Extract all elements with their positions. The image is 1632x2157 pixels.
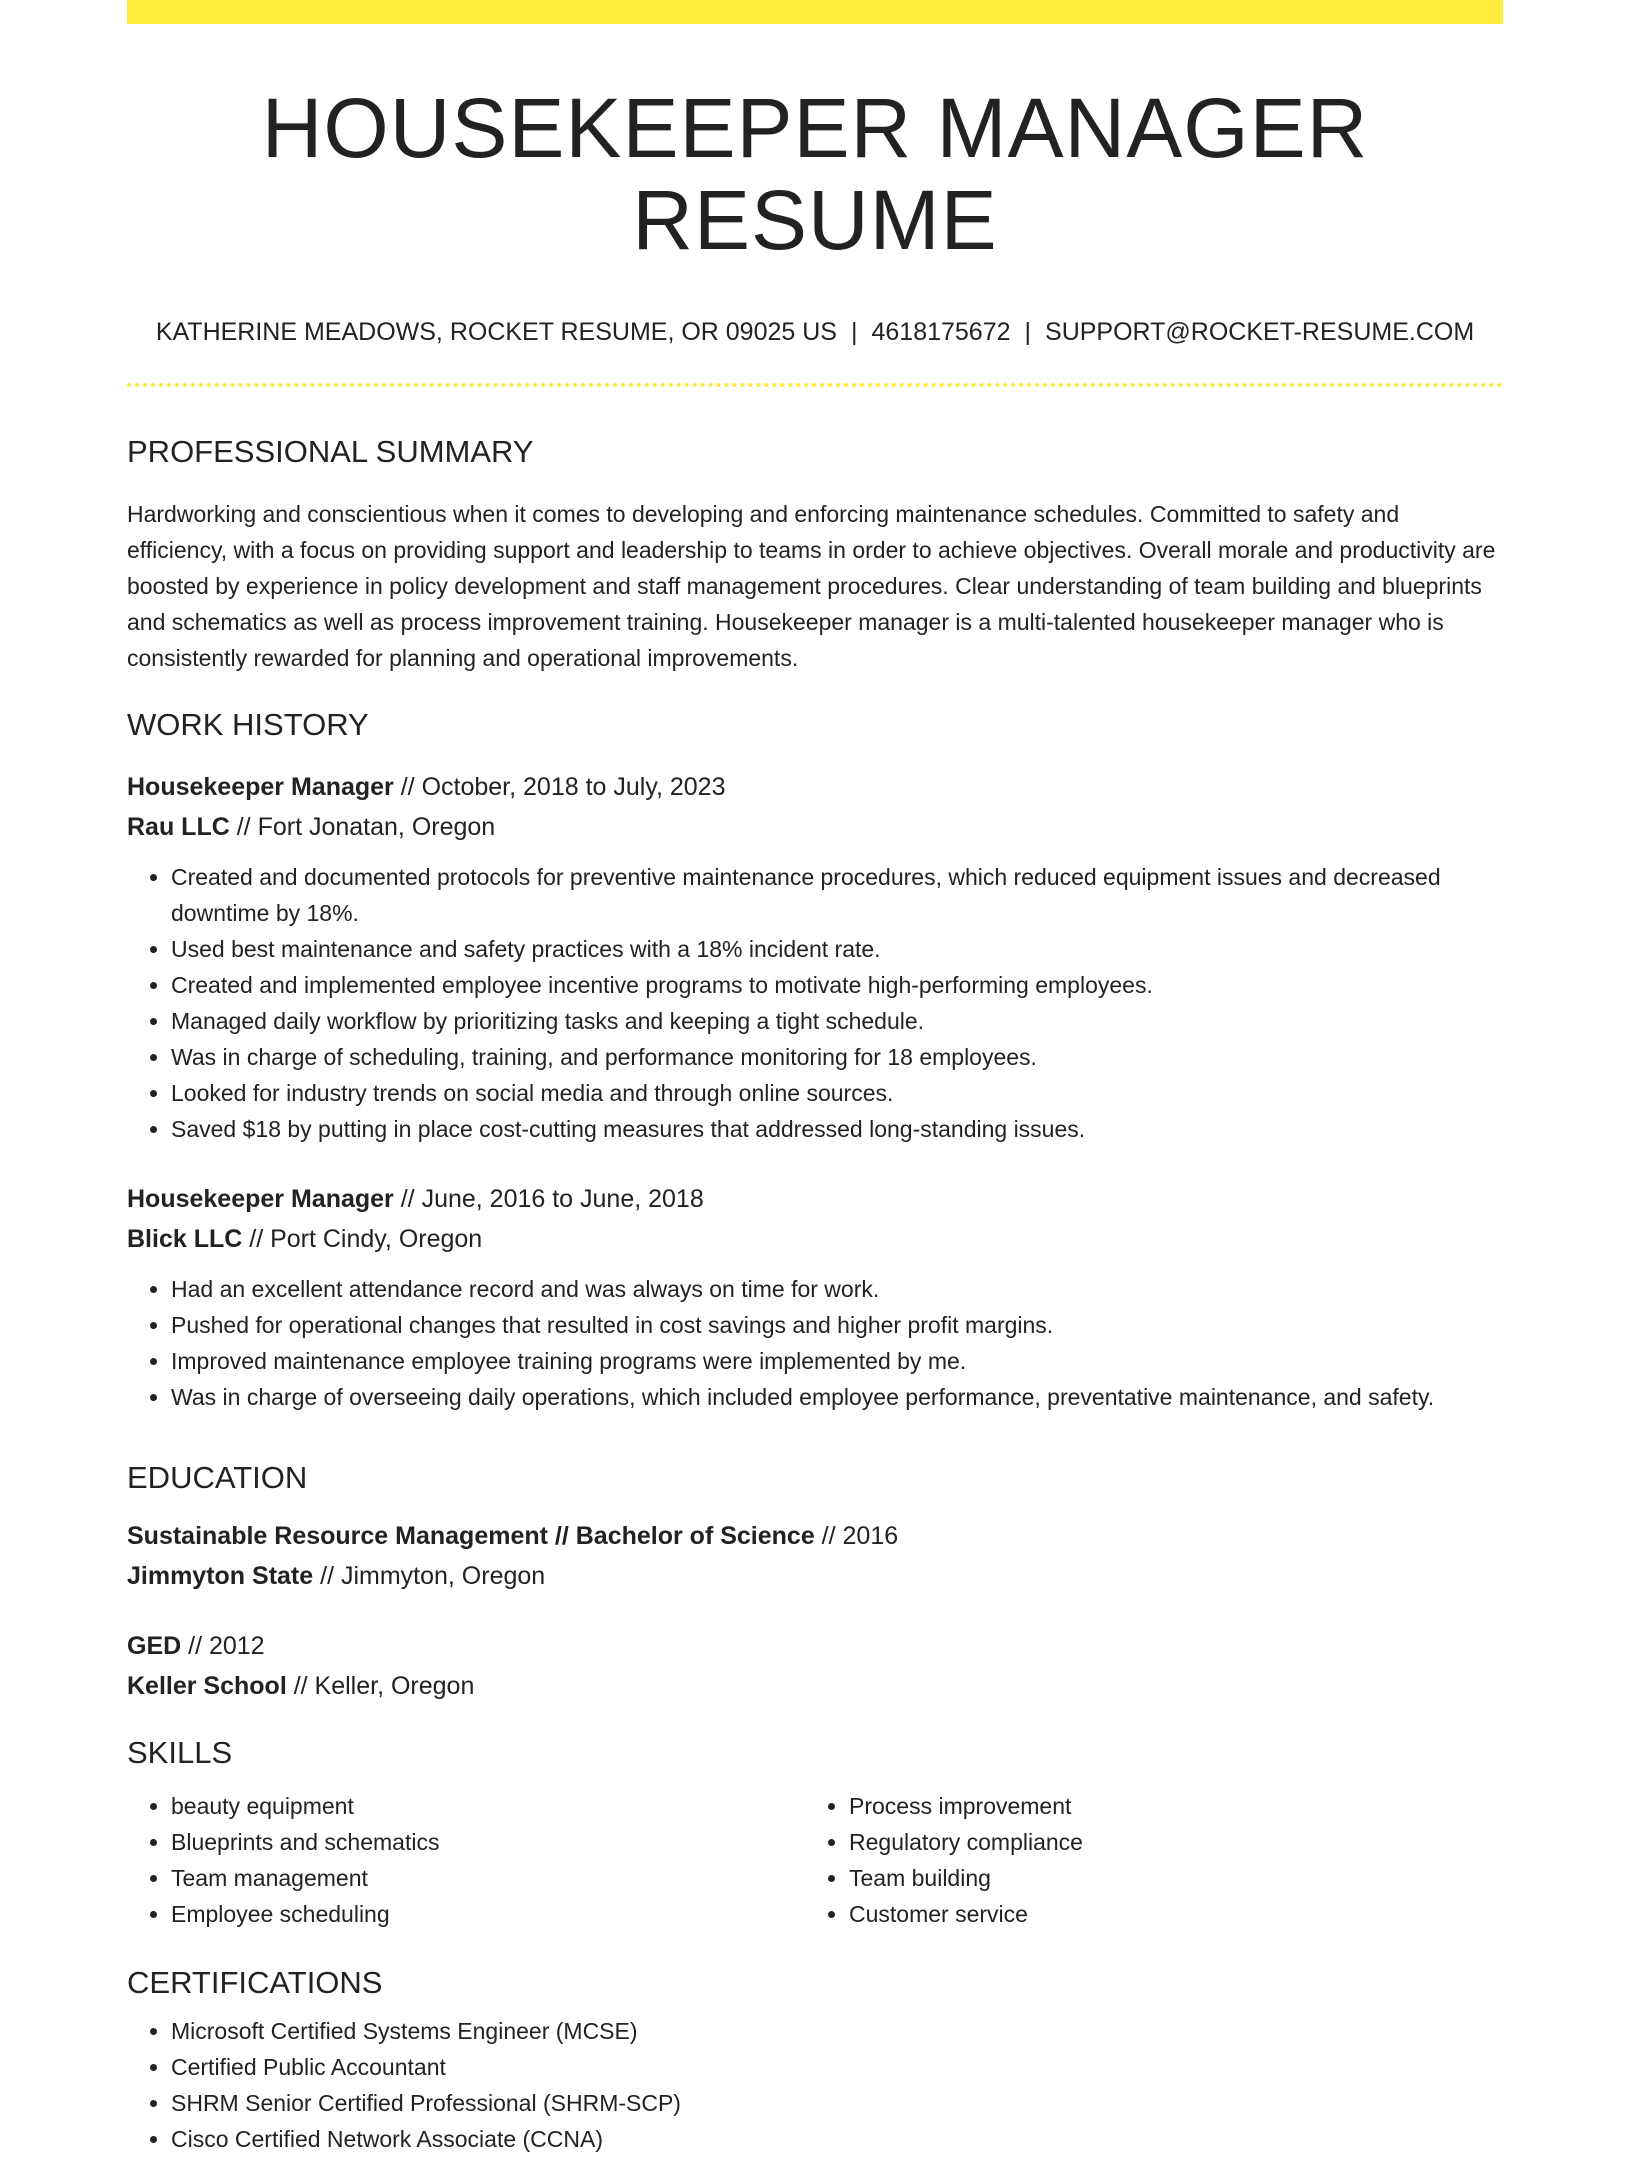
skills-columns [127, 1788, 1503, 1932]
resume-title: HOUSEKEEPER MANAGER RESUME [261, 81, 1369, 268]
contact-email: SUPPORT@ROCKET-RESUME.COM [1045, 317, 1475, 346]
list-item: • Improved maintenance employee training programs were implemented by me. [171, 1343, 1503, 1379]
company-name: Blick LLC [127, 1225, 243, 1254]
job-bullets [127, 1271, 1503, 1415]
list-item: • beauty equipment [171, 1788, 805, 1824]
list-item: • Used best maintenance and safety practices with a 18% incident rate. [171, 931, 1503, 967]
job-title: Housekeeper Manager [127, 1185, 394, 1214]
section-heading-summary: PROFESSIONAL SUMMARY [127, 433, 534, 469]
list-item: • Team building [849, 1860, 1483, 1896]
summary-text: Hardworking and conscientious when it comes to developing and enforcing maintenance schedules. Committed to safety and efficiency, with a focus on providing support and leadership to teams in order to achieve objectives. Overall morale and productivity are boosted by experience in policy development and staff management procedures. Clear understanding of team building and blueprints and schematics as well as process improvement training. Housekeeper manager is a multi-talented housekeeper manager who is consistently rewarded for planning and operational improvements. [127, 500, 1496, 671]
list-item: • Microsoft Certified Systems Engineer (MCSE) [171, 2013, 1503, 2049]
contact-line [127, 317, 1503, 347]
company-location: // Fort Jonatan, Oregon [229, 813, 496, 842]
professional-summary-section [127, 433, 1503, 676]
section-heading-education: EDUCATION [127, 1460, 308, 1496]
list-item: • Created and documented protocols for preventive maintenance procedures, which reduced equipment issues and decreased downtime by 18%. [171, 859, 1503, 931]
list-item: • Managed daily workflow by prioritizing tasks and keeping a tight schedule. [171, 1003, 1503, 1039]
school-line [127, 1556, 1503, 1596]
list-item: • Cisco Certified Network Associate (CCNA) [171, 2121, 1503, 2157]
job-title-line [127, 1179, 1503, 1219]
education-entry [127, 1626, 1503, 1706]
list-item: • Had an excellent attendance record and was always on time for work. [171, 1271, 1503, 1307]
school-name: Keller School [127, 1672, 287, 1701]
resume-page [127, 0, 1503, 2157]
list-item: • Looked for industry trends on social media and through online sources. [171, 1075, 1503, 1111]
list-item: • Regulatory compliance [849, 1824, 1483, 1860]
job-bullets [127, 859, 1503, 1147]
degree-year: // 2016 [814, 1522, 899, 1551]
list-item: • Blueprints and schematics [171, 1824, 805, 1860]
section-heading-work: WORK HISTORY [127, 706, 369, 742]
list-item: • Process improvement [849, 1788, 1483, 1824]
list-item: • Saved $18 by putting in place cost-cutting measures that addressed long-standing issues. [171, 1111, 1503, 1147]
list-item: • Customer service [849, 1896, 1483, 1932]
school-location: // Jimmyton, Oregon [313, 1562, 546, 1591]
list-item: • Created and implemented employee incentive programs to motivate high-performing employees. [171, 967, 1503, 1003]
accent-top-bar [127, 0, 1503, 24]
degree-name: GED [127, 1632, 182, 1661]
job-dates: // June, 2016 to June, 2018 [393, 1185, 704, 1214]
contact-separator: | [850, 317, 858, 346]
company-name: Rau LLC [127, 813, 230, 842]
list-item: • Pushed for operational changes that resulted in cost savings and higher profit margins. [171, 1307, 1503, 1343]
company-line [127, 807, 1503, 847]
list-item: • Was in charge of overseeing daily operations, which included employee performance, preventative maintenance, and safety. [171, 1379, 1503, 1415]
education-section [127, 1459, 1503, 1706]
list-item: • SHRM Senior Certified Professional (SHRM-SCP) [171, 2085, 1503, 2121]
section-heading-certifications: CERTIFICATIONS [127, 1964, 383, 2000]
skills-section [127, 1734, 1503, 1931]
company-location: // Port Cindy, Oregon [242, 1225, 483, 1254]
job-dates: // October, 2018 to July, 2023 [393, 773, 726, 802]
certifications-section [127, 1964, 1503, 2157]
certifications-list [127, 2013, 1503, 2157]
degree-name: Sustainable Resource Management // Bachelor of Science [127, 1522, 815, 1551]
job-entry [127, 1179, 1503, 1415]
degree-year: // 2012 [181, 1632, 265, 1661]
contact-address: KATHERINE MEADOWS, ROCKET RESUME, OR 09025 US [155, 317, 837, 346]
degree-line [127, 1626, 1503, 1666]
work-history-section [127, 706, 1503, 1415]
school-location: // Keller, Oregon [286, 1672, 475, 1701]
dotted-divider [127, 383, 1503, 387]
list-item: • Was in charge of scheduling, training, and performance monitoring for 18 employees. [171, 1039, 1503, 1075]
list-item: • Employee scheduling [171, 1896, 805, 1932]
job-entry [127, 767, 1503, 1147]
company-line [127, 1219, 1503, 1259]
job-title-line [127, 767, 1503, 807]
skills-list-right [805, 1788, 1483, 1932]
school-line [127, 1666, 1503, 1706]
section-heading-skills: SKILLS [127, 1735, 233, 1771]
skills-list-left [127, 1788, 805, 1932]
job-title: Housekeeper Manager [127, 773, 394, 802]
contact-separator: | [1024, 317, 1032, 346]
list-item: • Team management [171, 1860, 805, 1896]
list-item: • Certified Public Accountant [171, 2049, 1503, 2085]
contact-phone: 4618175672 [871, 317, 1011, 346]
degree-line [127, 1516, 1503, 1556]
education-entry [127, 1516, 1503, 1596]
school-name: Jimmyton State [127, 1562, 314, 1591]
